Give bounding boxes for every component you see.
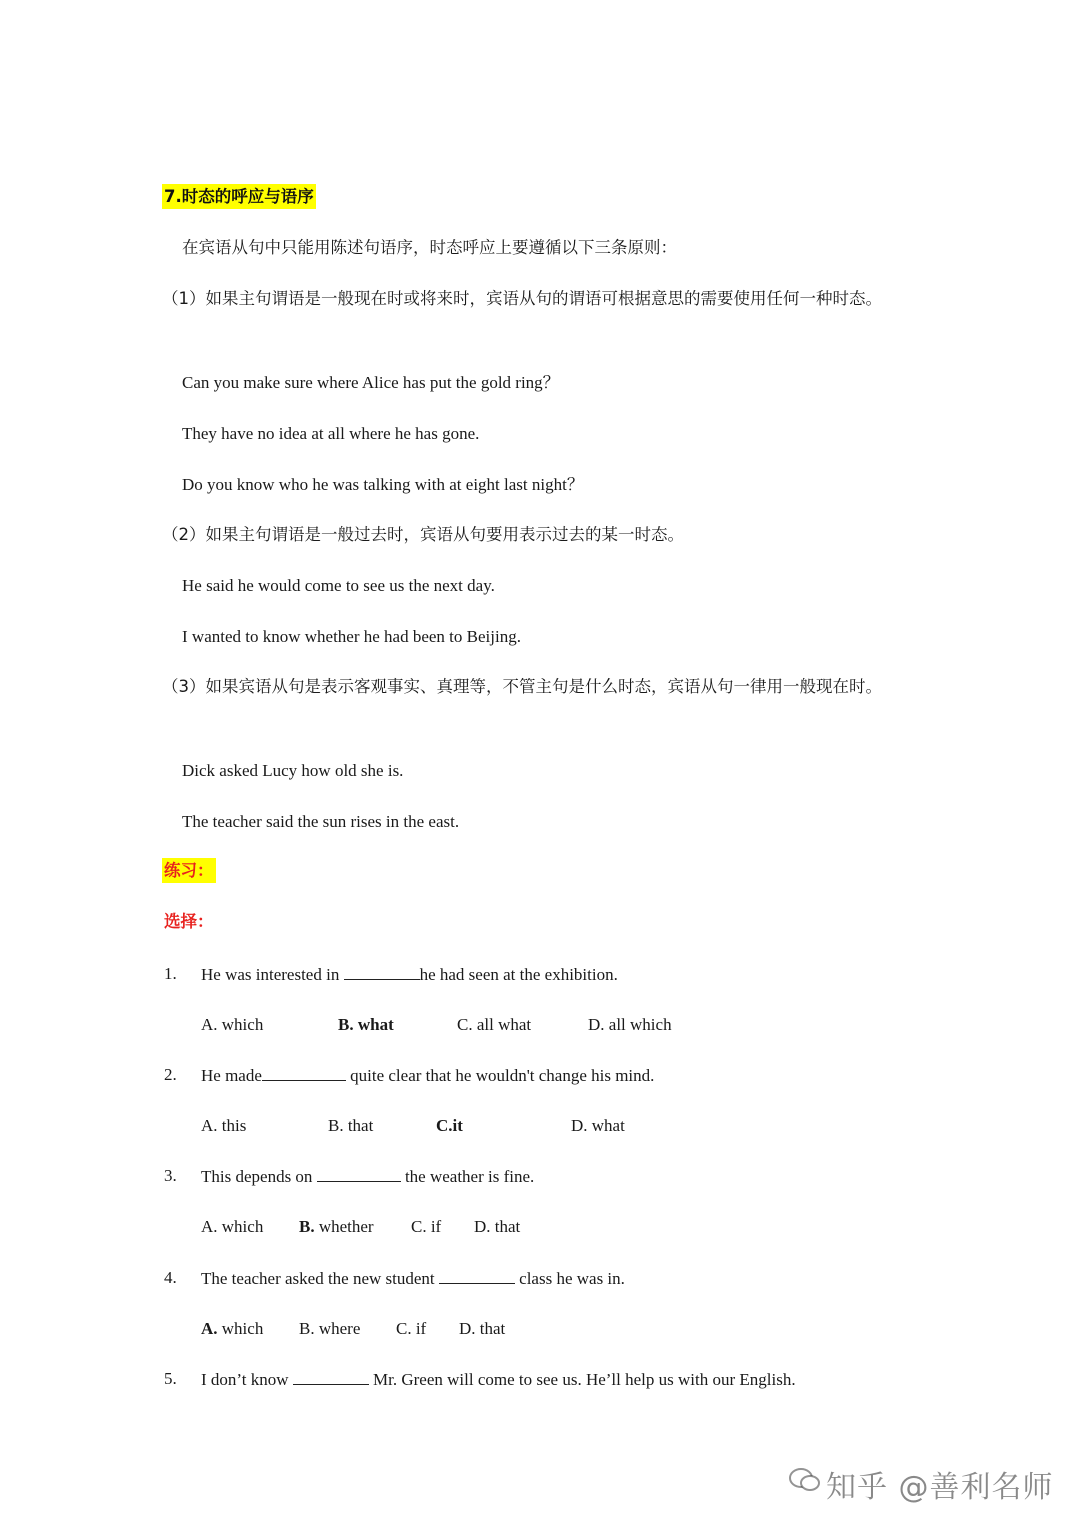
- question-5-stem: I don’t know Mr. Green will come to see us. He’ll help us with our English.: [201, 1370, 796, 1389]
- rule-3: （3）如果宾语从句是表示客观事实、真理等，不管主句是什么时态，宾语从句一律用一般现在时。: [162, 677, 882, 696]
- q4-option-d: D. that: [459, 1319, 506, 1338]
- question-1-stem: He was interested in he had seen at the exhibition.: [201, 965, 618, 984]
- rule3-example-2: The teacher said the sun rises in the east.: [182, 812, 460, 831]
- question-2-number: 2.: [164, 1065, 177, 1084]
- rule1-example-3: Do you know who he was talking with at eight last night？: [182, 475, 584, 494]
- question-3-number: 3.: [164, 1166, 177, 1185]
- question-3-stem: This depends on the weather is fine.: [201, 1167, 535, 1186]
- question-4-stem: The teacher asked the new student class he was in.: [201, 1269, 625, 1288]
- question-2-stem: He made quite clear that he wouldn't change his mind.: [201, 1066, 655, 1085]
- wechat-icon: [788, 1466, 822, 1494]
- q4-option-a: A. which: [201, 1319, 264, 1338]
- rule1-example-1: Can you make sure where Alice has put the gold ring？: [182, 373, 560, 392]
- q1-option-d: D. all which: [588, 1015, 672, 1034]
- rule2-example-2: I wanted to know whether he had been to Beijing.: [182, 627, 521, 646]
- q3-option-b: B. whether: [299, 1217, 374, 1236]
- q2-option-c: C.it: [436, 1116, 463, 1135]
- q4-option-b: B. where: [299, 1319, 361, 1338]
- answer-blank: [439, 1267, 515, 1284]
- q3-option-a: A. which: [201, 1217, 264, 1236]
- intro-text: 在宾语从句中只能用陈述句语序，时态呼应上要遵循以下三条原则：: [182, 238, 677, 257]
- question-5-number: 5.: [164, 1369, 177, 1388]
- question-4-number: 4.: [164, 1268, 177, 1287]
- practice-heading: 练习：: [162, 860, 216, 882]
- q2-option-b: B. that: [328, 1116, 374, 1135]
- rule1-example-2: They have no idea at all where he has gone.: [182, 424, 480, 443]
- q1-option-a: A. which: [201, 1015, 264, 1034]
- section-title: 7.时态的呼应与语序: [162, 186, 316, 208]
- answer-blank: [293, 1368, 369, 1385]
- q1-option-b: B. what: [338, 1015, 394, 1034]
- q2-option-d: D. what: [571, 1116, 625, 1135]
- question-1-number: 1.: [164, 964, 177, 983]
- rule2-example-1: He said he would come to see us the next day.: [182, 576, 495, 595]
- rule3-example-1: Dick asked Lucy how old she is.: [182, 761, 404, 780]
- q2-option-a: A. this: [201, 1116, 247, 1135]
- q3-option-c: C. if: [411, 1217, 442, 1236]
- q4-option-c: C. if: [396, 1319, 427, 1338]
- choice-heading: 选择：: [164, 912, 214, 931]
- answer-blank: [344, 963, 420, 980]
- watermark-text: 知乎 @善利名师: [826, 1470, 1054, 1505]
- q3-option-d: D. that: [474, 1217, 521, 1236]
- q1-option-c: C. all what: [457, 1015, 532, 1034]
- answer-blank: [317, 1165, 401, 1182]
- rule-1: （1）如果主句谓语是一般现在时或将来时，宾语从句的谓语可根据意思的需要使用任何一种时态。: [162, 289, 882, 308]
- rule-2: （2）如果主句谓语是一般过去时，宾语从句要用表示过去的某一时态。: [162, 525, 684, 544]
- answer-blank: [262, 1064, 346, 1081]
